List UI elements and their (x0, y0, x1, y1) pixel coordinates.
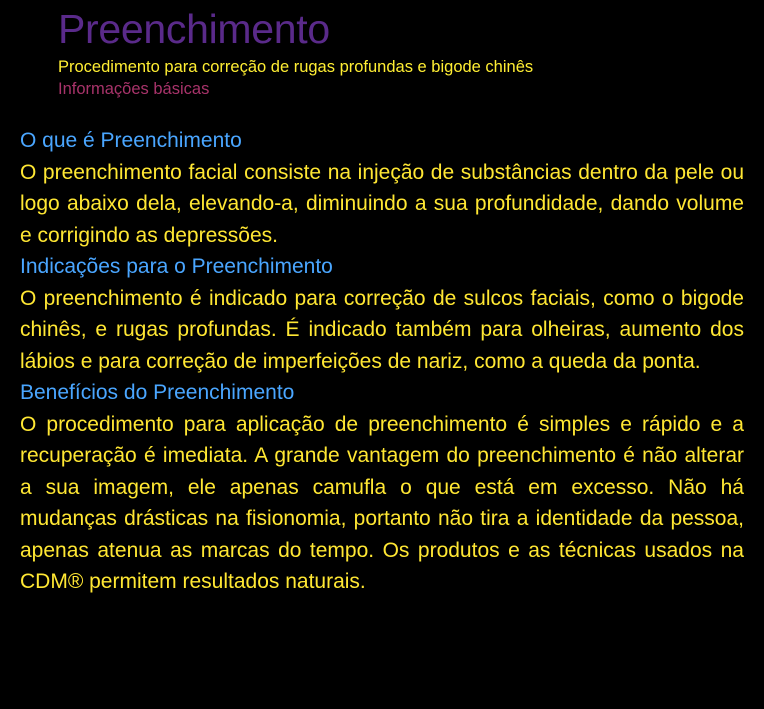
page-title: Preenchimento (58, 6, 330, 52)
info-label: Informações básicas (58, 80, 210, 98)
page-header (58, 4, 533, 100)
section-heading: Indicações para o Preenchimento (20, 255, 333, 278)
section-heading: Benefícios do Preenchimento (20, 381, 295, 404)
section-body: O preenchimento é indicado para correção de sulcos faciais, como o bigode chinês, e rugas profundas. É indicado também para olheiras, aumento dos lábios e para correção de imperfeições de nariz, como a queda da ponta. (20, 286, 744, 373)
main-content (20, 125, 744, 598)
page-subtitle: Procedimento para correção de rugas profundas e bigode chinês (58, 58, 534, 76)
section-what-is (20, 125, 744, 251)
section-body: O procedimento para aplicação de preenchimento é simples e rápido e a recuperação é imediata. A grande vantagem do preenchimento é não alterar a sua imagem, ele apenas camufla o que está em excesso. Não há mudanças drásticas na fisionomia, portanto não tira a identidade da pessoa, apenas atenua as marcas do tempo. Os produtos e as técnicas usados na CDM® permitem resultados naturais. (20, 412, 744, 593)
section-heading: O que é Preenchimento (20, 129, 242, 152)
section-indications (20, 251, 744, 377)
section-body: O preenchimento facial consiste na injeção de substâncias dentro da pele ou logo abaixo dela, elevando-a, diminuindo a sua profundidade, dando volume e corrigindo as depressões. (20, 160, 744, 247)
section-benefits (20, 377, 744, 598)
